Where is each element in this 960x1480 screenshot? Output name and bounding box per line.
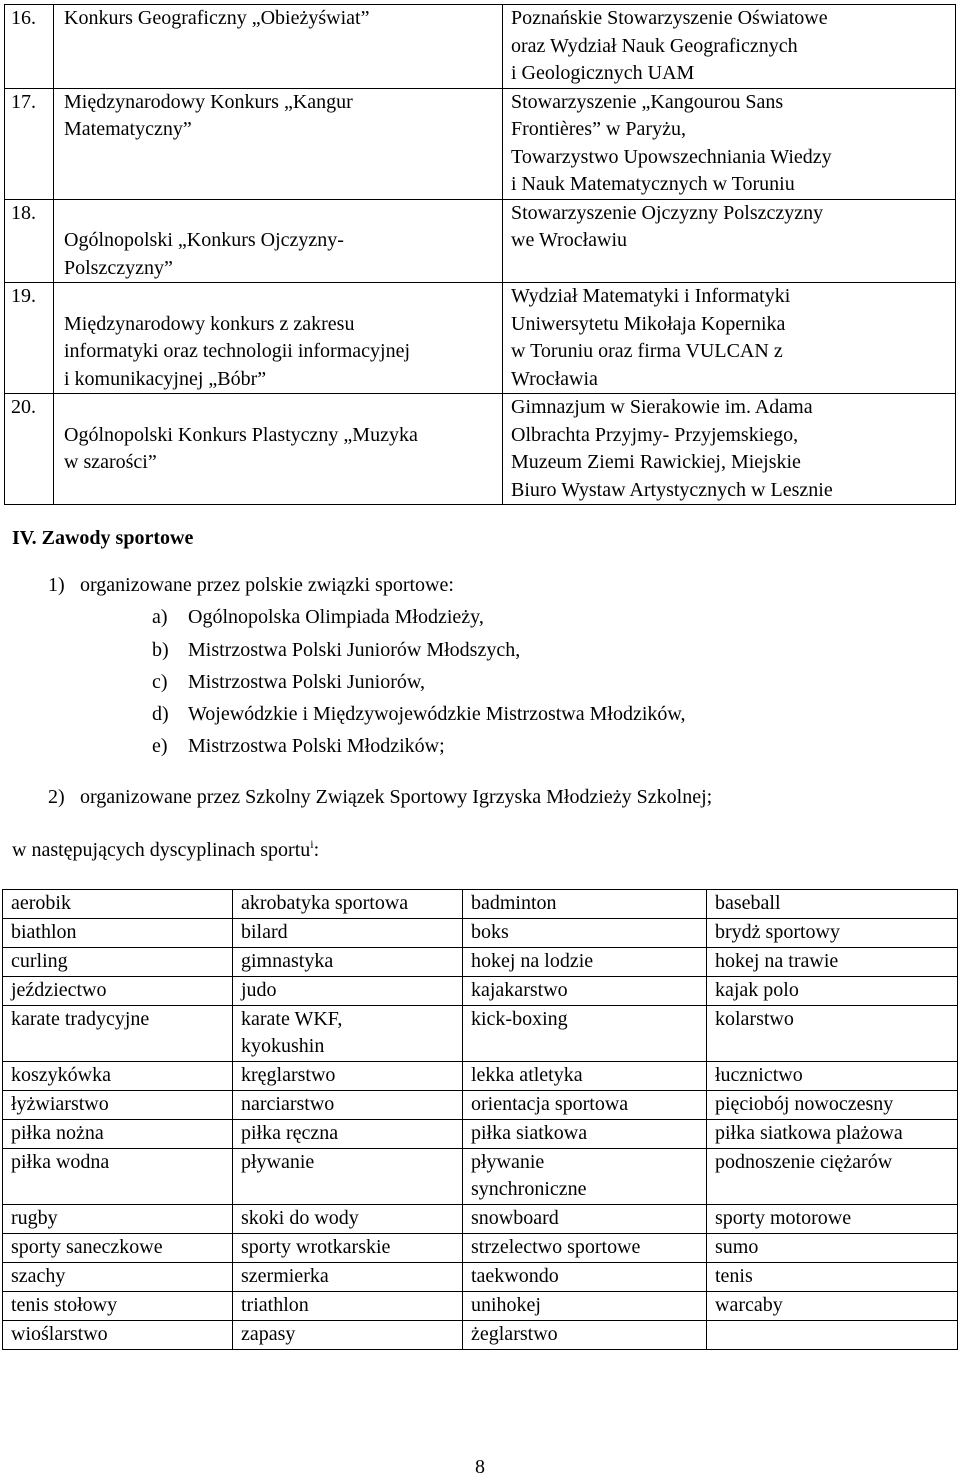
competition-name-line: informatyki oraz technologii informacyjnej [64,340,410,362]
competition-name [54,199,503,283]
competition-number: 19. [5,283,54,394]
sports-row [3,1263,958,1292]
organizer-line: Towarzystwo Upowszechniania Wiedzy [511,145,832,168]
sport-cell: bilard [233,919,463,948]
competition-name-line: Międzynarodowy konkurs z zakresu [64,312,355,335]
sport-cell: sporty motorowe [707,1205,958,1234]
list-item-text: organizowane przez polskie związki sportowe: [80,574,454,596]
competition-name [54,88,503,199]
sub-item [152,671,425,694]
footnote-mark[interactable]: i [310,837,314,851]
organizer-line: Poznańskie Stowarzyszenie Oświatowe [511,7,828,29]
competition-name [54,283,503,394]
sub-item-letter: a) [152,606,168,628]
sport-cell: szachy [3,1263,233,1292]
sport-cell: piłka wodna [3,1149,233,1205]
sport-cell: pływanie [233,1149,463,1205]
competition-name-line [64,200,502,228]
sport-cell: narciarstwo [233,1091,463,1120]
sport-cell: skoki do wody [233,1205,463,1234]
sport-cell: kajakarstwo [463,977,707,1006]
sport-cell: gimnastyka [233,948,463,977]
organizer-line: w Toruniu oraz firma VULCAN z [511,340,783,362]
disciplines-intro [12,839,319,862]
competition-row [5,283,956,394]
organizer-line: Gimnazjum w Sierakowie im. Adama [511,396,813,418]
competitions-table [4,4,956,505]
sport-cell: piłka siatkowa [463,1120,707,1149]
sub-item [152,735,445,758]
sport-cell: pięciobój nowoczesny [707,1091,958,1120]
sport-cell: orientacja sportowa [463,1091,707,1120]
organizer-line: Uniwersytetu Mikołaja Kopernika [511,312,786,335]
sports-row [3,890,958,919]
sport-cell: koszykówka [3,1062,233,1091]
sport-cell: wioślarstwo [3,1321,233,1350]
sports-row [3,948,958,977]
sport-cell: kajak polo [707,977,958,1006]
organizer-line: Wydział Matematyki i Informatyki [511,285,791,307]
section-heading: IV. Zawody sportowe [12,527,194,549]
sub-item-letter: c) [152,671,168,693]
competition-name-line: i komunikacyjnej „Bóbr” [64,367,267,390]
competition-name-line: Ogólnopolski Konkurs Plastyczny „Muzyka [64,423,418,446]
competition-organizer [503,199,956,283]
sport-cell: aerobik [3,890,233,919]
sport-cell: zapasy [233,1321,463,1350]
sport-cell: piłka ręczna [233,1120,463,1149]
list-item-number: 2) [48,786,65,808]
sub-item-text: Ogólnopolska Olimpiada Młodzieży, [188,606,484,628]
competition-name [54,394,503,505]
sport-cell: kick-boxing [463,1006,707,1062]
disciplines-colon: : [313,839,320,861]
sport-cell: łucznictwo [707,1062,958,1091]
competition-row [5,394,956,505]
sport-cell [707,1321,958,1350]
competition-row [5,199,956,283]
sport-cell: tenis stołowy [3,1292,233,1321]
organizer-line: oraz Wydział Nauk Geograficznych [511,34,798,57]
sports-row [3,1321,958,1350]
sub-item-letter: b) [152,639,169,661]
sport-cell: piłka siatkowa plażowa [707,1120,958,1149]
sub-item-letter: e) [152,735,168,757]
organizer-line: i Nauk Matematycznych w Toruniu [511,173,795,195]
sport-cell: karate WKF, kyokushin [233,1006,463,1062]
disciplines-intro-text: w następujących dyscyplinach sportu [12,839,311,861]
sport-cell: piłka nożna [3,1120,233,1149]
sports-row [3,1062,958,1091]
sport-cell: baseball [707,890,958,919]
sport-cell: badminton [463,890,707,919]
organizer-line: Stowarzyszenie „Kangourou Sans [511,90,784,113]
sport-cell: szermierka [233,1263,463,1292]
organizer-line: Muzeum Ziemi Rawickiej, Miejskie [511,451,801,473]
sport-cell: boks [463,919,707,948]
sport-cell: akrobatyka sportowa [233,890,463,919]
organizer-line: Wrocławia [511,367,598,390]
competition-organizer [503,88,956,199]
sport-cell: judo [233,977,463,1006]
competition-name-line: Polszczyzny” [64,256,173,279]
sport-cell: hokej na trawie [707,948,958,977]
sub-item-text: Mistrzostwa Polski Młodzików; [188,735,445,757]
sports-row [3,1091,958,1120]
sport-cell: lekka atletyka [463,1062,707,1091]
competition-organizer [503,283,956,394]
list-item-2 [48,786,712,809]
sport-cell: karate tradycyjne [3,1006,233,1062]
competition-number: 16. [5,5,54,89]
sports-row [3,1120,958,1149]
sport-cell: podnoszenie ciężarów [707,1149,958,1205]
sport-cell: triathlon [233,1292,463,1321]
sport-cell: hokej na lodzie [463,948,707,977]
list-item-text: organizowane przez Szkolny Związek Sportowy Igrzyska Młodzieży Szkolnej; [80,786,713,808]
sub-item [152,639,520,662]
sport-cell: sporty wrotkarskie [233,1234,463,1263]
sub-item-text: Mistrzostwa Polski Juniorów, [188,671,426,693]
sport-cell: warcaby [707,1292,958,1321]
sport-cell: kolarstwo [707,1006,958,1062]
sports-table [2,889,958,1350]
sport-cell: tenis [707,1263,958,1292]
competition-name-line: Matematyczny” [64,118,192,140]
competition-organizer [503,5,956,89]
list-item-number: 1) [48,574,65,596]
sports-row [3,919,958,948]
sport-cell: sporty saneczkowe [3,1234,233,1263]
sub-item [152,703,686,726]
sport-cell: biathlon [3,919,233,948]
competition-name-line [64,283,502,311]
sub-item [152,606,484,629]
sport-cell: rugby [3,1205,233,1234]
sports-row [3,977,958,1006]
competition-name-line [64,394,502,422]
competition-name-line: Konkurs Geograficzny „Obieżyświat” [64,7,370,29]
organizer-line: Olbrachta Przyjmy- Przyjemskiego, [511,423,799,446]
sports-row [3,1149,958,1205]
competition-number: 17. [5,88,54,199]
competition-name-line: Międzynarodowy Konkurs „Kangur [64,90,353,113]
competition-number: 18. [5,199,54,283]
organizer-line: Stowarzyszenie Ojczyzny Polszczyzny [511,201,824,224]
sports-row [3,1292,958,1321]
sub-item-text: Mistrzostwa Polski Juniorów Młodszych, [188,639,521,661]
competition-name-line: Ogólnopolski „Konkurs Ojczyzny- [64,229,344,251]
sport-cell: łyżwiarstwo [3,1091,233,1120]
competition-name-line: w szarości” [64,451,157,473]
organizer-line: we Wrocławiu [511,229,628,251]
list-item-1 [48,574,454,597]
sport-cell: snowboard [463,1205,707,1234]
sub-item-text: Wojewódzkie i Międzywojewódzkie Mistrzostwa Młodzików, [188,703,686,725]
sport-cell: kręglarstwo [233,1062,463,1091]
organizer-line: i Geologicznych UAM [511,62,695,84]
sport-cell: żeglarstwo [463,1321,707,1350]
competition-organizer [503,394,956,505]
page-number: 8 [475,1456,485,1478]
sports-row [3,1234,958,1263]
sports-row [3,1205,958,1234]
sport-cell: curling [3,948,233,977]
sport-cell: sumo [707,1234,958,1263]
organizer-line: Biuro Wystaw Artystycznych w Lesznie [511,478,833,501]
sport-cell: unihokej [463,1292,707,1321]
competition-row [5,5,956,89]
sport-cell: strzelectwo sportowe [463,1234,707,1263]
organizer-line: Frontières” w Paryżu, [511,118,686,140]
sub-item-letter: d) [152,703,169,725]
sport-cell: jeździectwo [3,977,233,1006]
competition-row [5,88,956,199]
competition-number: 20. [5,394,54,505]
sport-cell: pływanie synchroniczne [463,1149,707,1205]
sport-cell: brydż sportowy [707,919,958,948]
sport-cell: taekwondo [463,1263,707,1292]
sports-row [3,1006,958,1062]
competition-name [54,5,503,89]
